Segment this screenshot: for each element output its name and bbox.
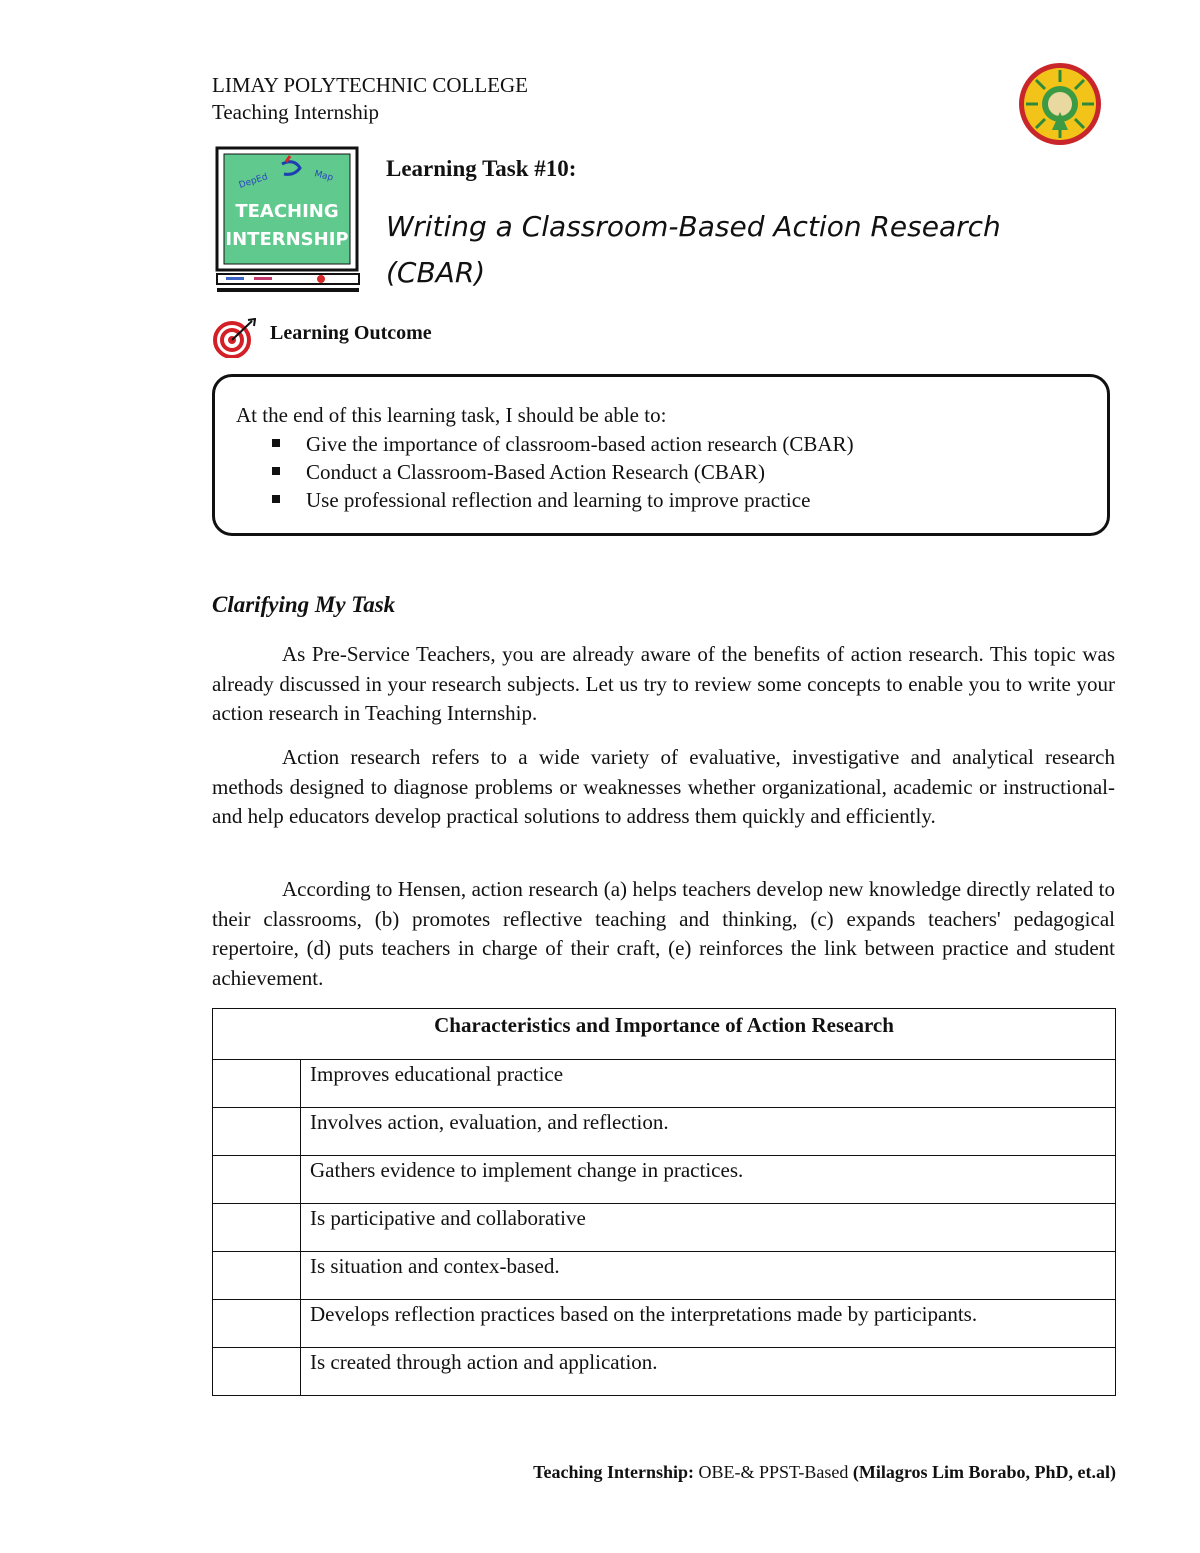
blank-cell bbox=[213, 1156, 301, 1204]
paragraph-1: As Pre-Service Teachers, you are already aware of the benefits of action research. This topic was already discussed in your research subjects. Let us try to review some concepts to enable you to write your action research in Teaching Internship. bbox=[212, 642, 1115, 725]
table-row bbox=[213, 1348, 1116, 1396]
blank-cell bbox=[213, 1108, 301, 1156]
blank-cell bbox=[213, 1060, 301, 1108]
table-cell: Is participative and collaborative bbox=[301, 1204, 1116, 1252]
table-row bbox=[213, 1252, 1116, 1300]
table-cell: Is created through action and application. bbox=[301, 1348, 1116, 1396]
blank-cell bbox=[213, 1204, 301, 1252]
table-row bbox=[213, 1060, 1116, 1108]
blank-cell bbox=[213, 1348, 301, 1396]
blank-cell bbox=[213, 1300, 301, 1348]
board-line-2: INTERNSHIP bbox=[225, 229, 349, 250]
outcome-item: Use professional reflection and learning to improve practice bbox=[236, 486, 854, 514]
learning-outcome-heading: Learning Outcome bbox=[270, 322, 432, 344]
footer-basis: OBE-& PPST-Based bbox=[698, 1462, 849, 1482]
table-title: Characteristics and Importance of Action Research bbox=[213, 1009, 1116, 1060]
table-cell: Is situation and contex-based. bbox=[301, 1252, 1116, 1300]
paragraph-2: Action research refers to a wide variety of evaluative, investigative and analytical research methods designed to diagnose problems or weaknesses whether organizational, academic or instructional-and help educators develop practical solutions to address them quickly and efficiently. bbox=[212, 745, 1115, 828]
table-cell: Develops reflection practices based on the interpretations made by participants. bbox=[301, 1300, 1116, 1348]
table-cell: Improves educational practice bbox=[301, 1060, 1116, 1108]
bullet-icon bbox=[272, 439, 280, 447]
table-row bbox=[213, 1108, 1116, 1156]
svg-text:Map: Map bbox=[313, 169, 335, 184]
svg-text:DepEd: DepEd bbox=[237, 172, 270, 191]
course-name: Teaching Internship bbox=[212, 100, 380, 124]
page-footer bbox=[533, 1462, 1116, 1483]
table-row bbox=[213, 1156, 1116, 1204]
board-line-1: TEACHING bbox=[235, 201, 339, 222]
clarifying-task-heading: Clarifying My Task bbox=[212, 592, 396, 617]
footer-label: Teaching Internship: bbox=[533, 1462, 694, 1482]
table-row bbox=[213, 1204, 1116, 1252]
outcome-intro: At the end of this learning task, I should be able to: bbox=[236, 403, 667, 427]
characteristics-table bbox=[212, 1008, 1116, 1396]
college-seal-icon bbox=[1018, 62, 1102, 146]
outcome-item: Conduct a Classroom-Based Action Research (CBAR) bbox=[236, 458, 854, 486]
outcome-item: Give the importance of classroom-based action research (CBAR) bbox=[236, 430, 854, 458]
blank-cell bbox=[213, 1252, 301, 1300]
learning-task-label: Learning Task #10: bbox=[386, 156, 577, 181]
bullet-icon bbox=[272, 495, 280, 503]
college-name: LIMAY POLYTECHNIC COLLEGE bbox=[212, 73, 528, 97]
teaching-internship-logo bbox=[214, 140, 362, 298]
table-cell: Involves action, evaluation, and reflection. bbox=[301, 1108, 1116, 1156]
table-row bbox=[213, 1300, 1116, 1348]
learning-task-title: Writing a Classroom-Based Action Research (CBAR) bbox=[386, 210, 1001, 289]
paragraph-3: According to Hensen, action research (a) helps teachers develop new knowledge directly related to their classrooms, (b) promotes reflective teaching and thinking, (c) expands teachers' pedagogical repertoire, (d) puts teachers in charge of their craft, (e) reinforces the link between practice and student achievement. bbox=[212, 877, 1115, 990]
bullet-icon bbox=[272, 467, 280, 475]
outcome-list bbox=[236, 430, 854, 514]
target-icon bbox=[212, 318, 256, 358]
footer-authors: (Milagros Lim Borabo, PhD, et.al) bbox=[852, 1462, 1116, 1482]
table-cell: Gathers evidence to implement change in practices. bbox=[301, 1156, 1116, 1204]
